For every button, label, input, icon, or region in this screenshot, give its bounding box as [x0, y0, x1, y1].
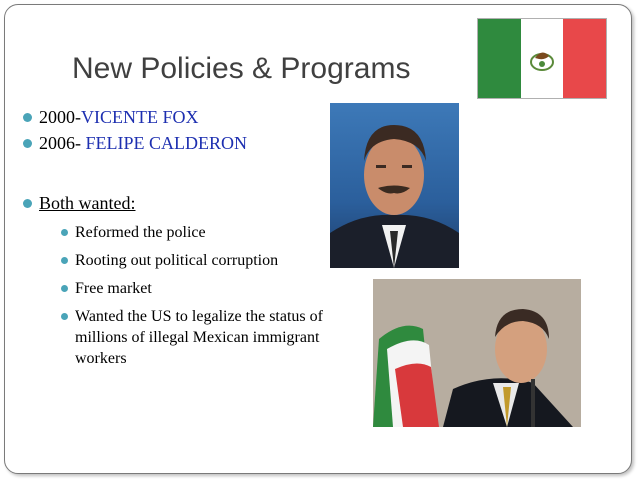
sub-bullet-item	[60, 250, 335, 271]
coat-of-arms-icon	[527, 44, 557, 74]
bullet-dot-icon	[61, 229, 68, 236]
sub-bullet-text: Rooting out political corruption	[75, 252, 279, 269]
group-heading: Both wanted:	[39, 193, 136, 213]
vicente-fox-photo	[330, 103, 459, 268]
bullet-item	[22, 130, 342, 156]
sub-bullet-item	[60, 222, 335, 243]
portrait-icon	[373, 279, 581, 427]
felipe-calderon-photo	[373, 279, 581, 427]
sub-bullet-text: Reformed the police	[75, 224, 206, 241]
flag-red-stripe	[563, 19, 606, 98]
sub-bullet-item	[60, 278, 335, 299]
sub-bullet-text: Free market	[75, 280, 152, 297]
president-name: FELIPE CALDERON	[85, 133, 247, 153]
president-name: VICENTE FOX	[81, 107, 199, 127]
bullet-list	[22, 104, 342, 376]
bullet-dot-icon	[61, 313, 68, 320]
bullet-dot-icon	[23, 199, 32, 208]
bullet-item	[22, 190, 342, 216]
portrait-icon	[330, 103, 459, 268]
sub-bullet-text: Wanted the US to legalize the status of millions of illegal Mexican immigrant workers	[75, 308, 323, 367]
bullet-prefix: 2006-	[39, 133, 86, 153]
bullet-dot-icon	[23, 139, 32, 148]
bullet-dot-icon	[23, 113, 32, 122]
sub-bullet-item	[60, 306, 335, 369]
mexican-flag-image	[477, 18, 607, 99]
slide-title: New Policies & Programs	[72, 52, 411, 85]
flag-green-stripe	[478, 19, 521, 98]
bullet-dot-icon	[61, 285, 68, 292]
bullet-dot-icon	[61, 257, 68, 264]
bullet-item	[22, 104, 342, 130]
flag-white-stripe	[521, 19, 564, 98]
bullet-prefix: 2000-	[39, 107, 81, 127]
